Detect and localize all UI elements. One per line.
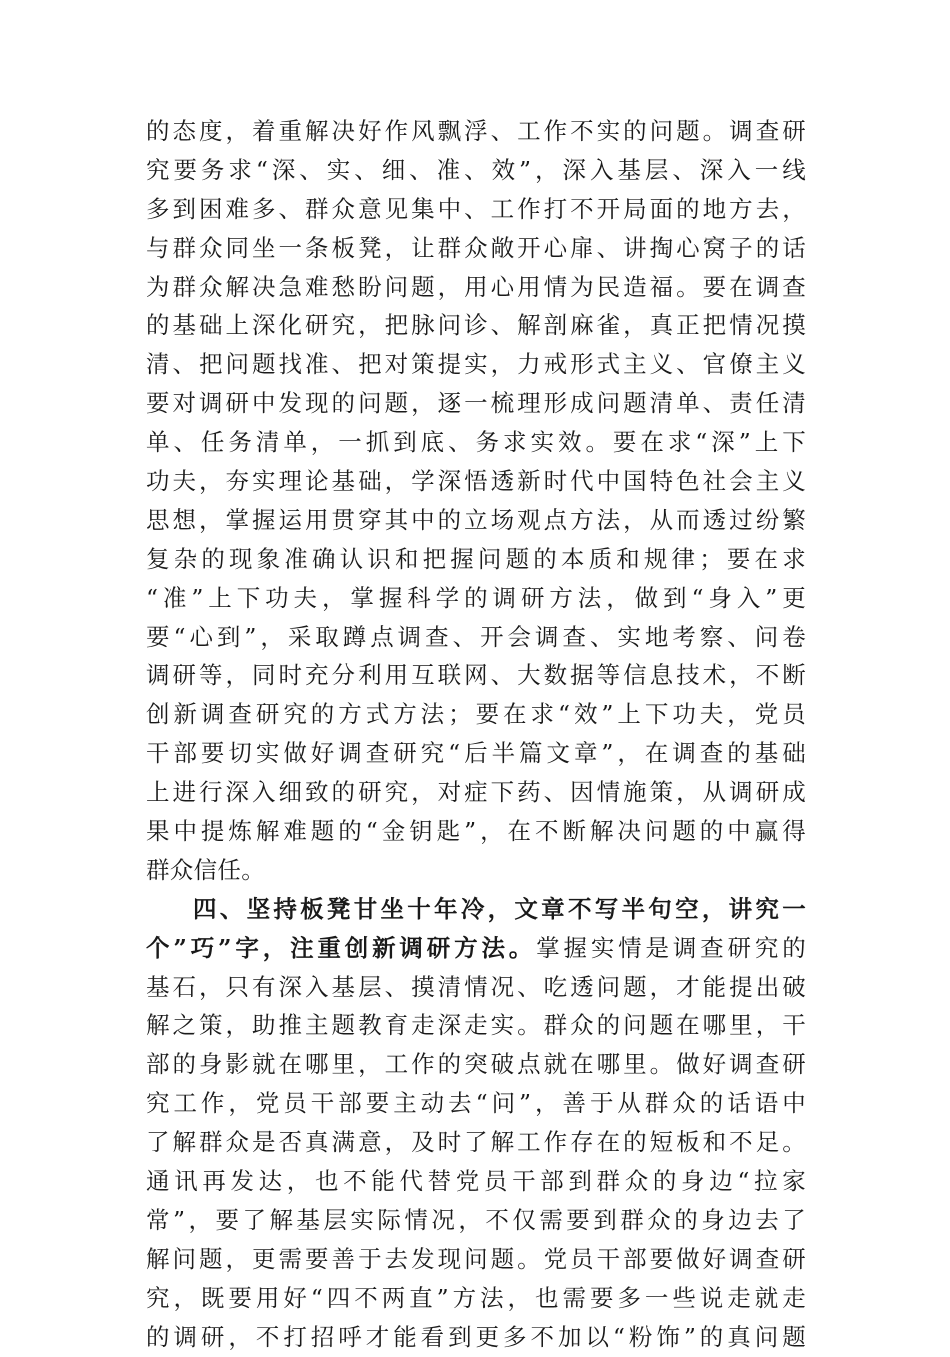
text-line: 为群众解决急难愁盼问题，用心用情为民造福。要在调查 — [146, 272, 806, 301]
text-line: 部的身影就在哪里，工作的突破点就在哪里。做好调查研 — [146, 1050, 806, 1079]
text-line: 思想，掌握运用贯穿其中的立场观点方法，从而透过纷繁 — [146, 505, 806, 534]
text-line: 干部要切实做好调查研究“后半篇文章”，在调查的基础 — [146, 739, 806, 768]
text-line: 解之策，助推主题教育走深走实。群众的问题在哪里，干 — [146, 1011, 806, 1040]
paragraph-1 — [146, 112, 806, 890]
text-line: 上进行深入细致的研究，对症下药、因情施策，从调研成 — [146, 778, 806, 807]
text-line: 功夫，夯实理论基础，学深悟透新时代中国特色社会主义 — [146, 467, 806, 496]
text-line: 单、任务清单，一抓到底、务求实效。要在求“深”上下 — [146, 428, 806, 457]
body-text — [146, 112, 806, 1357]
text-line: 复杂的现象准确认识和把握问题的本质和规律；要在求 — [146, 544, 806, 573]
text-line: 的调研，不打招呼才能看到更多不加以“粉饰”的真问题 — [146, 1322, 806, 1351]
text-line: 了解群众是否真满意，及时了解工作存在的短板和不足。 — [146, 1128, 806, 1157]
text-line: 要对调研中发现的问题，逐一梳理形成问题清单、责任清 — [146, 389, 806, 418]
text-line: 通讯再发达，也不能代替党员干部到群众的身边“拉家 — [146, 1167, 806, 1196]
text-line: 清、把问题找准、把对策提实，力戒形式主义、官僚主义 — [146, 350, 806, 379]
text-line: 解问题，更需要善于去发现问题。党员干部要做好调查研 — [146, 1244, 806, 1273]
paragraph-2 — [146, 890, 806, 1357]
text-line: 究工作，党员干部要主动去“问”，善于从群众的话语中 — [146, 1089, 806, 1118]
text-line: 果中提炼解难题的“金钥匙”，在不断解决问题的中赢得 — [146, 817, 806, 846]
text-line: 创新调查研究的方式方法；要在求“效”上下功夫，党员 — [146, 700, 806, 729]
text-line: 群众信任。 — [146, 855, 265, 884]
text-line: “准”上下功夫，掌握科学的调研方法，做到“身入”更 — [146, 583, 806, 612]
text-line: 的态度，着重解决好作风飘浮、工作不实的问题。调查研 — [146, 117, 806, 145]
text-line: 的基础上深化研究，把脉问诊、解剖麻雀，真正把情况摸 — [146, 311, 806, 340]
text-line: 调研等，同时充分利用互联网、大数据等信息技术，不断 — [146, 661, 806, 690]
text-line: 要“心到”，采取蹲点调查、开会调查、实地考察、问卷 — [146, 622, 806, 651]
text-line: 常”，要了解基层实际情况，不仅需要到群众的身边去了 — [146, 1205, 806, 1234]
text-line: 究要务求“深、实、细、准、效”，深入基层、深入一线 — [146, 155, 806, 184]
section-heading-tail: 个”巧”字，注重创新调研方法。 — [146, 933, 537, 962]
text-run: 掌握实情是调查研究的 — [536, 933, 806, 962]
text-line: 究，既要用好“四不两直”方法，也需要多一些说走就走 — [146, 1283, 806, 1312]
text-line: 多到困难多、群众意见集中、工作打不开局面的地方去， — [146, 194, 806, 223]
section-heading-line: 四、坚持板凳甘坐十年冷，文章不写半句空，讲究一 — [193, 894, 806, 923]
text-line: 基石，只有深入基层、摸清情况、吃透问题，才能提出破 — [146, 972, 806, 1001]
text-line: 与群众同坐一条板凳，让群众敞开心扉、讲掏心窝子的话 — [146, 233, 806, 262]
text-line — [146, 929, 806, 968]
